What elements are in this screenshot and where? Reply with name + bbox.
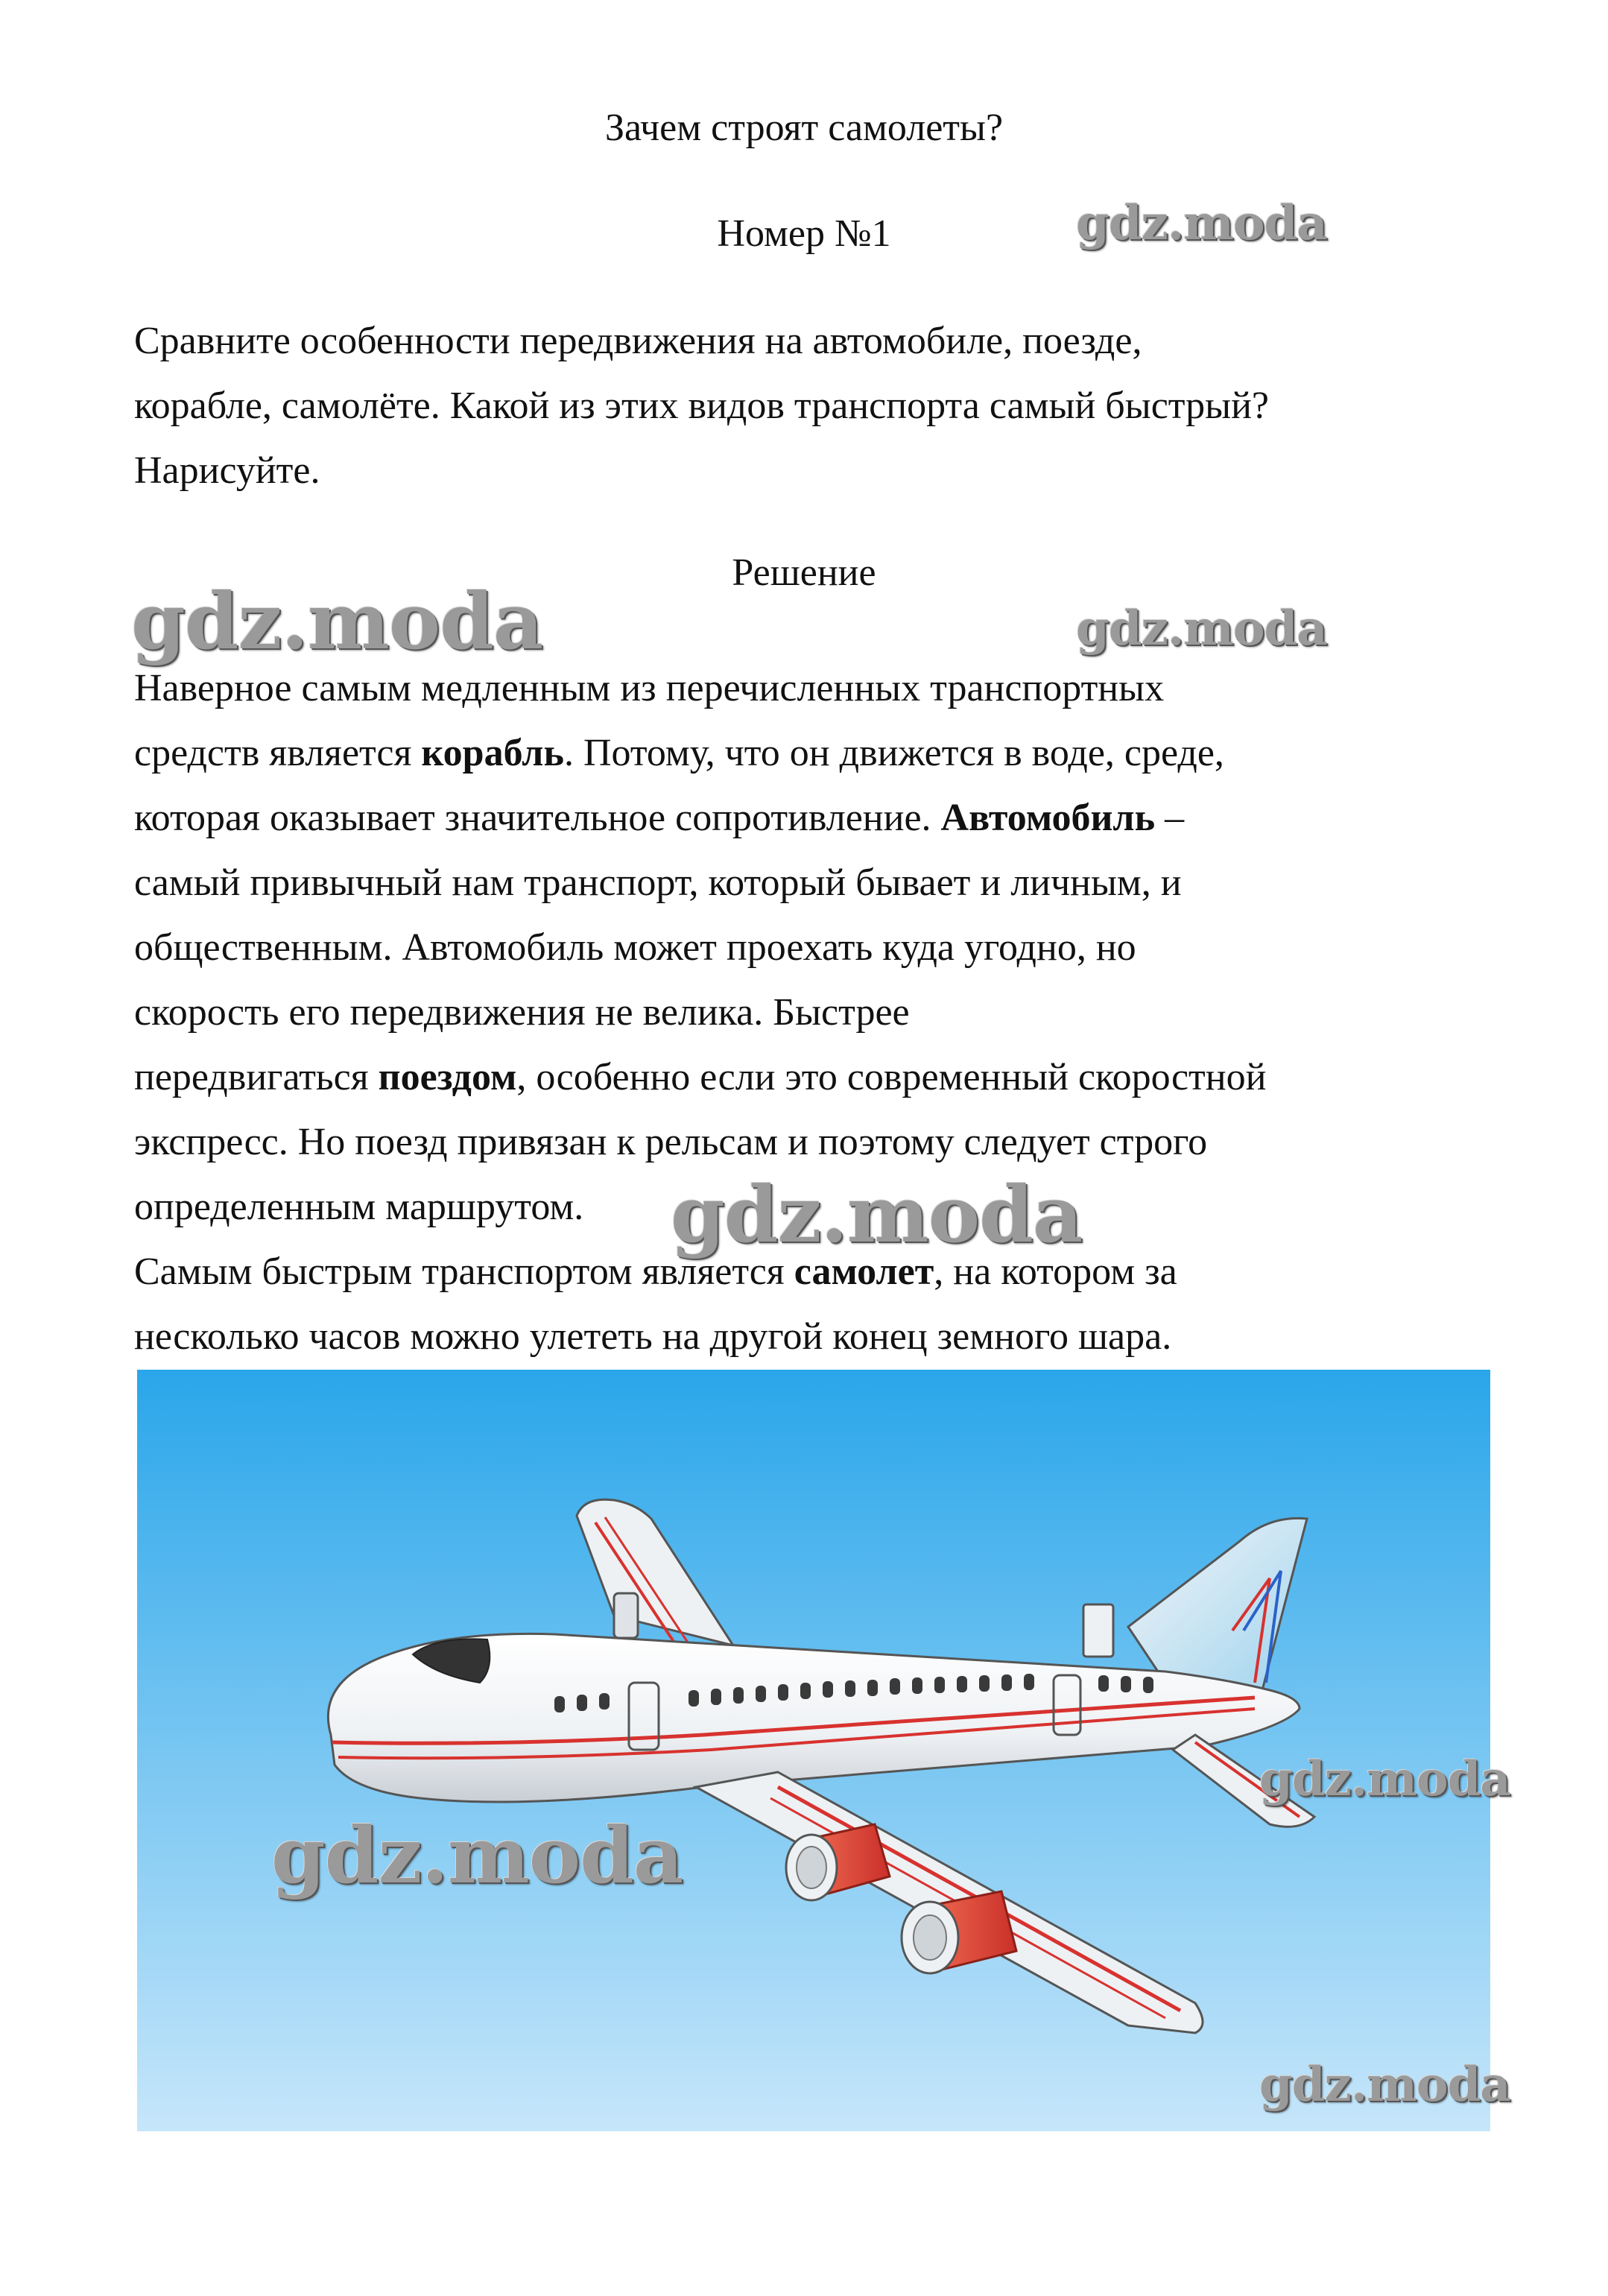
answer-fragment: , особенно если это современный скоростной: [516, 1056, 1267, 1098]
answer-fragment: которая оказывает значительное сопротивление.: [134, 797, 941, 839]
task-line: Нарисуйте.: [134, 449, 320, 492]
answer-fragment: , на котором за: [934, 1250, 1177, 1293]
answer-fragment: . Потому, что он движется в воде, среде,: [563, 732, 1224, 774]
task-line: корабле, самолёте. Какой из этих видов транспорта самый быстрый?: [134, 385, 1269, 427]
keyword-ship: корабль: [421, 732, 564, 774]
watermark: gdz.moda: [1076, 195, 1327, 251]
answer-fragment: –: [1155, 797, 1185, 839]
answer-fragment: средств является: [134, 732, 422, 774]
answer-line: [134, 850, 1513, 915]
watermark: gdz.moda: [1076, 601, 1327, 657]
airplane-illustration: [137, 1370, 1490, 2131]
answer-line: [134, 915, 1513, 980]
answer-fragment: самый привычный нам транспорт, который бывает и личным, и: [134, 861, 1182, 904]
answer-fragment: несколько часов можно улететь на другой конец земного шара.: [134, 1315, 1172, 1358]
answer-fragment: Самым быстрым транспортом является: [134, 1250, 794, 1293]
answer-fragment: определенным маршрутом.: [134, 1186, 584, 1228]
task-text: [134, 309, 1513, 503]
watermark: gdz.moda: [1259, 2057, 1510, 2113]
answer-line: [134, 1045, 1513, 1110]
page-title: Зачем строят самолеты?: [604, 107, 1004, 149]
answer-line: [134, 785, 1513, 850]
answer-fragment: передвигаться: [134, 1056, 379, 1098]
watermark: gdz.moda: [1259, 1751, 1510, 1807]
answer-fragment: скорость его передвижения не велика. Быстрее: [134, 991, 910, 1034]
solution-heading: Решение: [732, 551, 876, 594]
task-line: Сравните особенности передвижения на автомобиле, поезде,: [134, 320, 1142, 362]
answer-line: [134, 1110, 1513, 1174]
task-number: Номер №1: [717, 212, 891, 255]
answer-line: [134, 721, 1513, 785]
answer-line: [134, 1304, 1513, 1369]
airplane-drawing: [137, 1370, 1490, 2131]
answer-line: [134, 980, 1513, 1045]
answer-fragment: общественным. Автомобиль может проехать куда угодно, но: [134, 926, 1136, 969]
keyword-train: поездом: [378, 1056, 517, 1098]
watermark: gdz.moda: [671, 1168, 1083, 1260]
keyword-airplane: самолет: [794, 1250, 934, 1293]
keyword-car: Автомобиль: [940, 797, 1156, 839]
answer-text: [134, 656, 1513, 1369]
answer-fragment: Наверное самым медленным из перечисленных транспортных: [134, 667, 1165, 709]
watermark: gdz.moda: [271, 1809, 683, 1901]
answer-fragment: экспресс. Но поезд привязан к рельсам и поэтому следует строго: [134, 1121, 1208, 1163]
watermark: gdz.moda: [131, 575, 543, 667]
